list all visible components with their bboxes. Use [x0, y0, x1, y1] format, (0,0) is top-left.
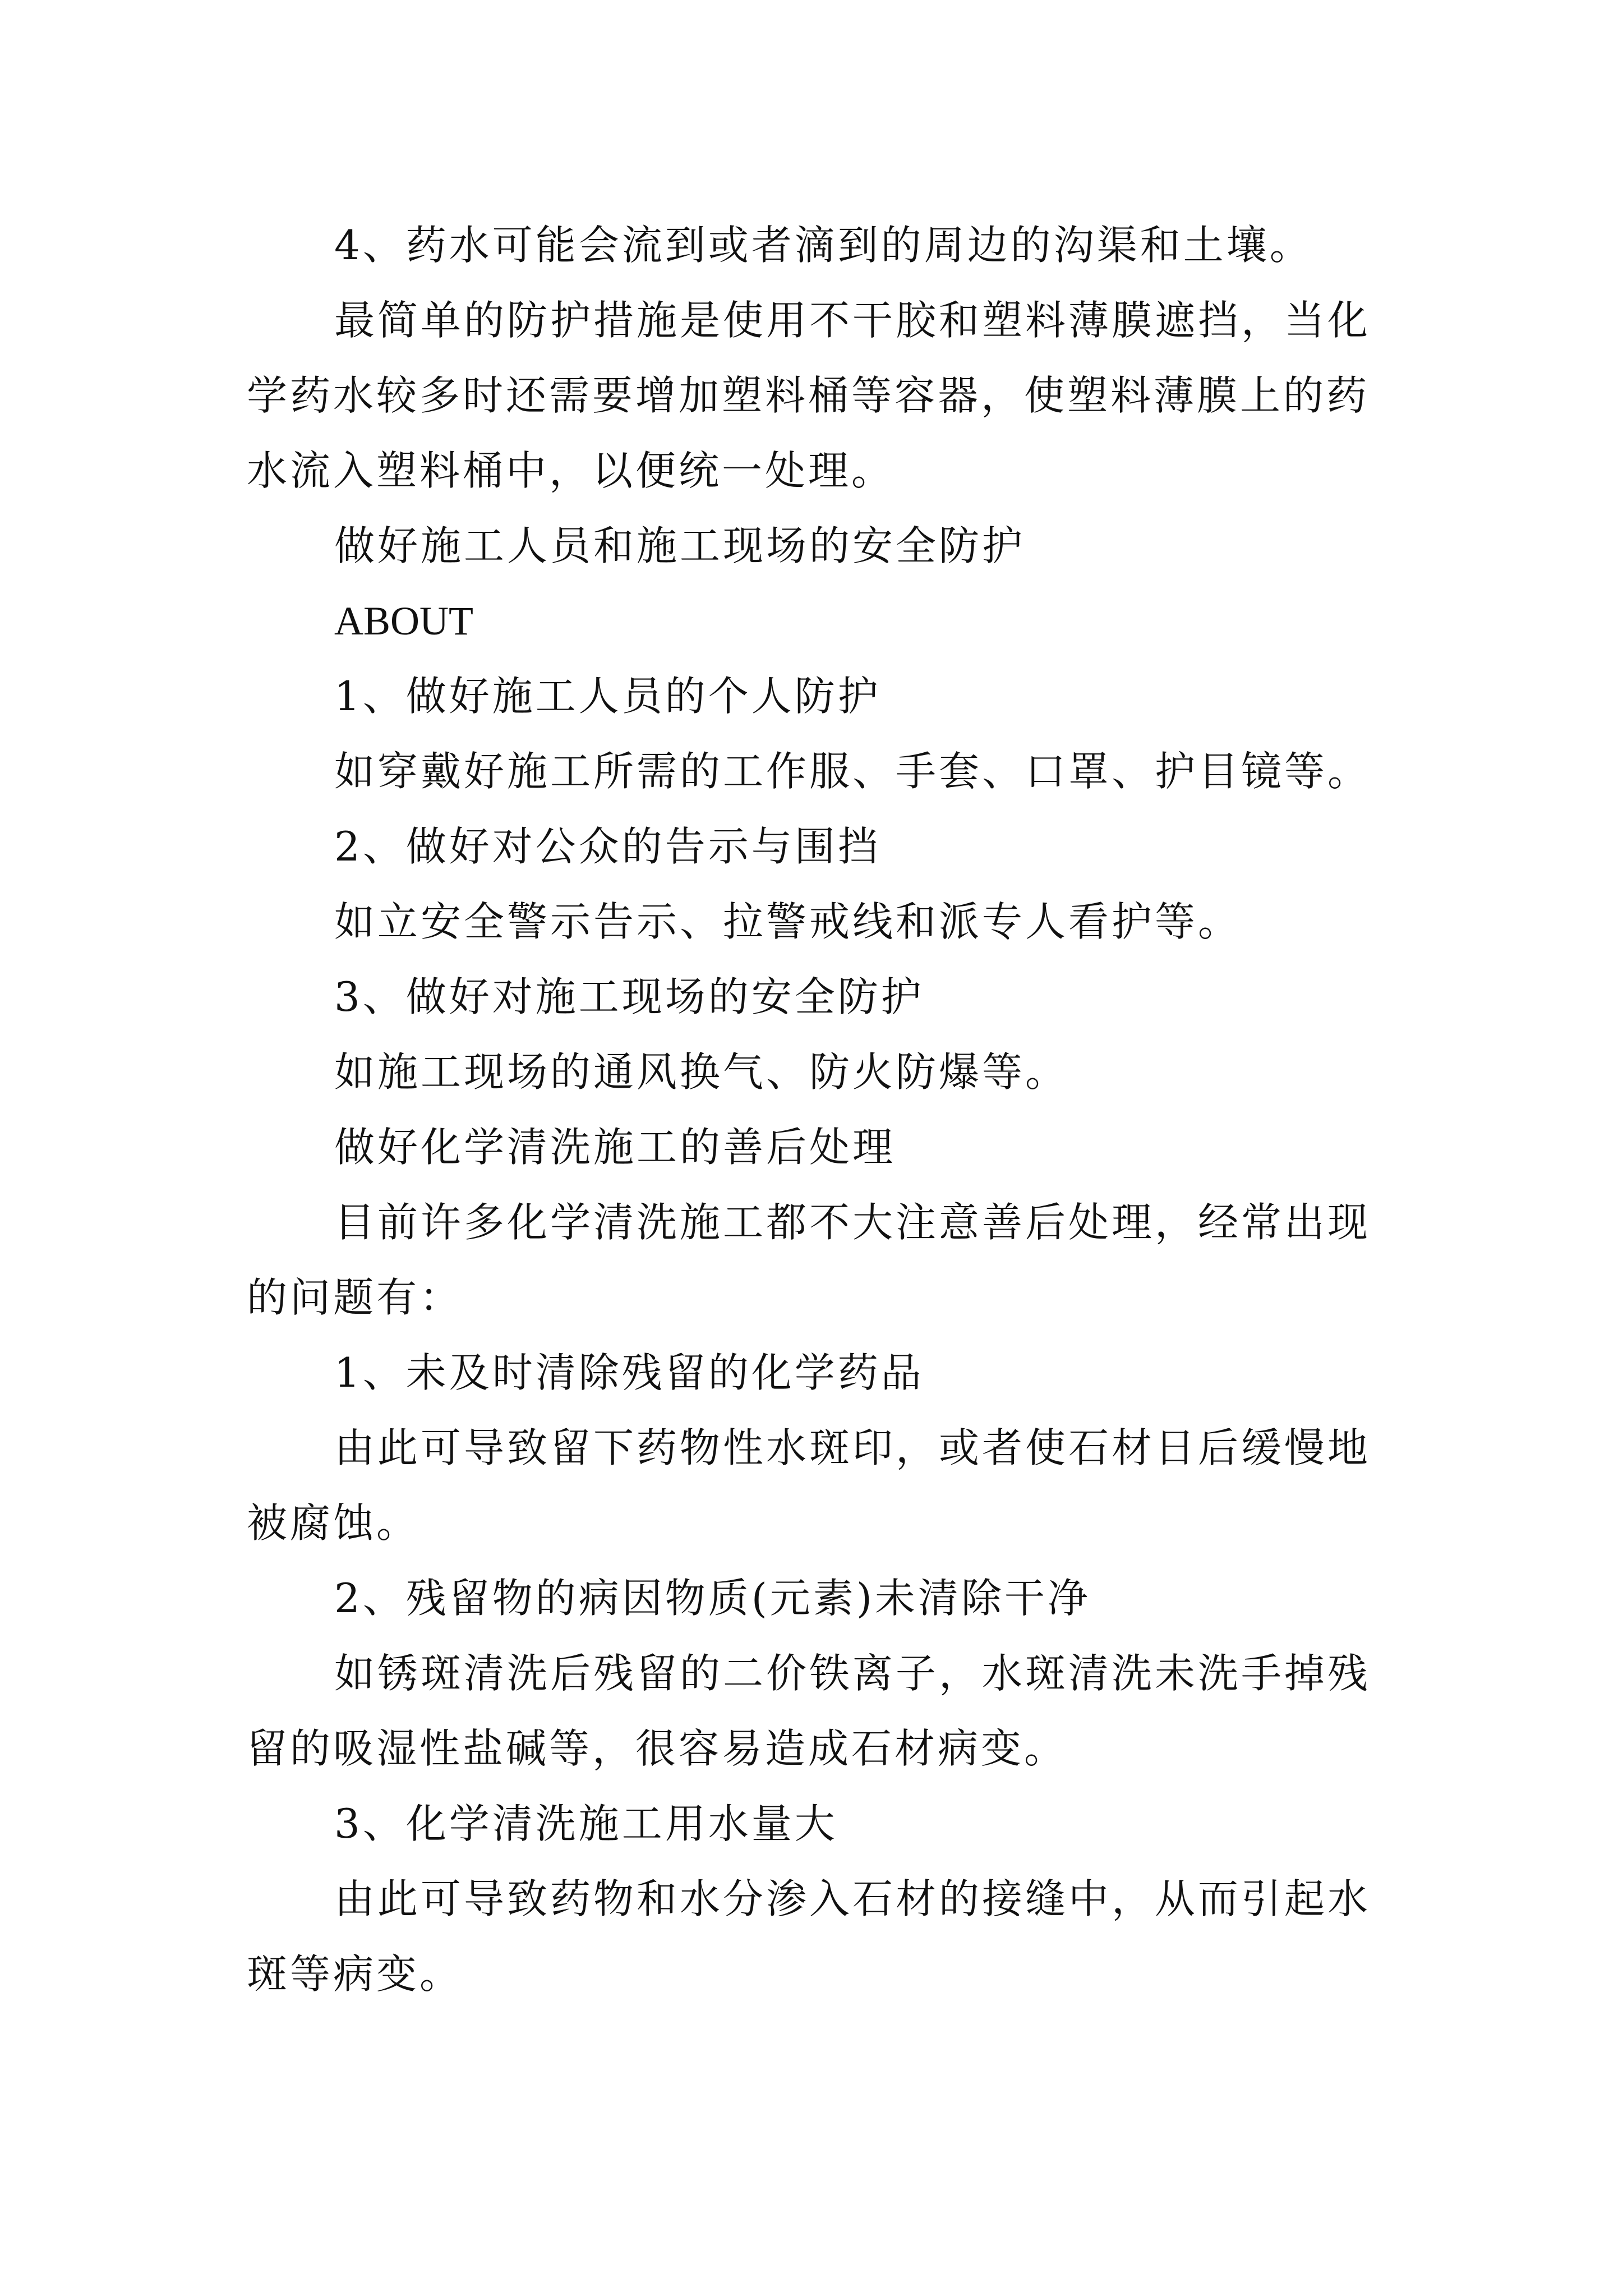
paragraph-residue-detail: 由此可导致留下药物性水斑印，或者使石材日后缓慢地被腐蚀。	[247, 1424, 1371, 1547]
paragraph-pathogen-detail: 如锈斑清洗后残留的二价铁离子，水斑清洗未洗手掉残留的吸湿性盐碱等，很容易造成石材病变。	[247, 1650, 1371, 1772]
paragraph-protection-measures: 最简单的防护措施是使用不干胶和塑料薄膜遮挡，当化学药水较多时还需要增加塑料桶等容器，使塑料薄膜上的药水流入塑料桶中，以便统一处理。	[247, 297, 1371, 494]
paragraph-item-3-site-protection: 3、做好对施工现场的安全防护	[334, 973, 924, 1020]
paragraph-item-1-personal-protection: 1、做好施工人员的个人防护	[334, 673, 881, 720]
paragraph-personal-protection-detail: 如穿戴好施工所需的工作服、手套、口罩、护目镜等。	[334, 748, 1371, 795]
paragraph-site-protection-detail: 如施工现场的通风换气、防火防爆等。	[334, 1048, 1069, 1096]
section-label-about: ABOUT	[334, 599, 473, 643]
paragraph-public-notice-detail: 如立安全警示告示、拉警戒线和派专人看护等。	[334, 898, 1242, 945]
paragraph-item-4-runoff: 4、药水可能会流到或者滴到的周边的沟渠和土壤。	[334, 222, 1313, 269]
paragraph-item-2-pathogen: 2、残留物的病因物质(元素)未清除干净	[334, 1575, 1091, 1622]
paragraph-water-usage-detail: 由此可导致药物和水分渗入石材的接缝中，从而引起水斑等病变。	[247, 1875, 1371, 1998]
paragraph-item-3-water-usage: 3、化学清洗施工用水量大	[334, 1800, 838, 1847]
document-body	[247, 208, 1391, 2012]
section-heading-aftercare: 做好化学清洗施工的善后处理	[334, 1124, 896, 1171]
paragraph-aftercare-intro: 目前许多化学清洗施工都不大注意善后处理，经常出现的问题有：	[247, 1199, 1371, 1321]
section-heading-safety: 做好施工人员和施工现场的安全防护	[334, 522, 1026, 569]
paragraph-item-1-residue: 1、未及时清除残留的化学药品	[334, 1349, 924, 1396]
paragraph-item-2-public-notice: 2、做好对公众的告示与围挡	[334, 823, 881, 870]
